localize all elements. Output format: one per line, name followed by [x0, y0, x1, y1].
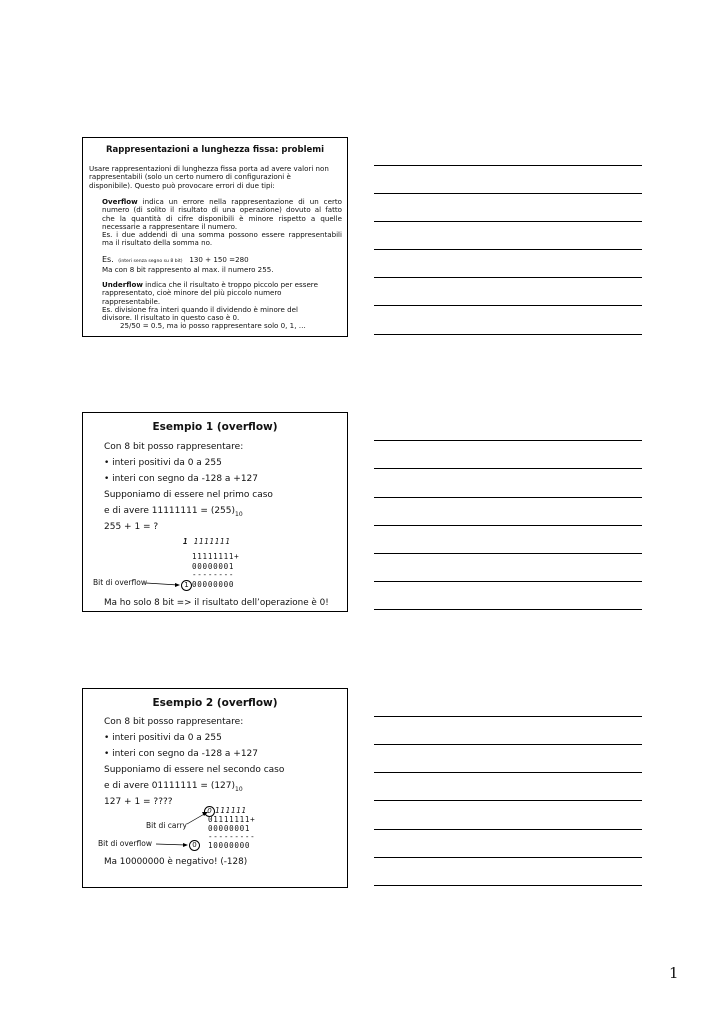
operand-2: 00000001	[192, 562, 235, 571]
overflow-example	[102, 256, 342, 275]
carry-first-bit: 1	[183, 537, 189, 546]
slide-3-conclusion: Ma 10000000 è negativo! (-128)	[104, 857, 248, 867]
operand-1: 01111111+	[208, 815, 256, 824]
underflow-line: divisore. Il risultato in questo caso è 0.	[102, 313, 240, 323]
note-line	[374, 581, 642, 582]
overflow-bit-circle: 0	[189, 840, 200, 851]
note-line	[374, 305, 642, 306]
intro-line: Usare rappresentazioni di lunghezza fissa porta ad avere valori non	[89, 164, 329, 173]
slide-3-line: • interi con segno da -128 a +127	[104, 749, 259, 759]
note-line	[374, 609, 642, 610]
overflow-label: Bit di overflow	[98, 839, 152, 848]
note-line	[374, 553, 642, 554]
note-line	[374, 277, 642, 278]
slide-3-line: 127 + 1 = ????	[104, 797, 173, 807]
underflow-line: rappresentato, cioè minore del più piccolo numero	[102, 288, 282, 298]
slide-3-title: Esempio 2 (overflow)	[152, 697, 278, 709]
overflow-definition	[102, 198, 342, 248]
slide-2-title: Esempio 1 (overflow)	[152, 421, 278, 433]
slide-2-line: 255 + 1 = ?	[104, 522, 159, 532]
intro-line: rappresentabili (solo un certo numero di configurazioni è	[89, 172, 291, 182]
value-expression: e di avere 01111111 = (127)	[104, 781, 236, 791]
slide-2-line: • interi positivi da 0 a 255	[104, 458, 222, 468]
overflow-line: Es. i due addendi di una somma possono essere rappresentabili	[102, 230, 342, 240]
note-line	[374, 857, 642, 858]
note-line	[374, 772, 642, 773]
sum-rule: --------	[192, 570, 235, 579]
slide-2-line: Con 8 bit posso rappresentare:	[104, 442, 244, 452]
overflow-line: numero (di solito il risultato di una operazione) dovuto al fatto	[102, 205, 342, 215]
intro-line: disponibile). Questo può provocare errori di due tipi:	[89, 180, 275, 190]
overflow-line: ma il risultato della somma no.	[102, 238, 213, 248]
carry-bit-circle: 0	[204, 806, 215, 817]
underflow-line: indica che il risultato è troppo piccolo per essere	[145, 280, 318, 289]
carry-label: Bit di carry	[146, 821, 187, 830]
note-line	[374, 468, 642, 469]
slide-3-line: Con 8 bit posso rappresentare:	[104, 717, 244, 727]
base-subscript: 10	[235, 785, 243, 793]
slide-2-line: • interi con segno da -128 a +127	[104, 474, 259, 484]
slide-3-line: Supponiamo di essere nel secondo caso	[104, 765, 285, 775]
note-line	[374, 716, 642, 717]
underflow-line: 25/50 = 0.5, ma io posso rappresentare solo 0, 1, …	[120, 321, 306, 331]
note-line	[374, 221, 642, 222]
overflow-arrow-icon	[83, 413, 349, 613]
note-line	[374, 885, 642, 886]
note-line	[374, 165, 642, 166]
overflow-line: che la quantità di cifre disponibili è minore rispetto a quelle	[102, 213, 342, 223]
note-line	[374, 334, 642, 335]
note-line	[374, 193, 642, 194]
slide-1-intro	[89, 165, 329, 190]
slide-3-line: • interi positivi da 0 a 255	[104, 733, 222, 743]
value-expression: e di avere 11111111 = (255)	[104, 506, 236, 516]
note-line	[374, 800, 642, 801]
underflow-term: Underflow	[102, 280, 143, 289]
operand-1: 11111111+	[192, 552, 240, 561]
overflow-line: indica un errore nella rappresentazione di un certo	[142, 197, 342, 206]
slide-3	[82, 688, 348, 888]
note-line	[374, 497, 642, 498]
es-label: Es.	[102, 255, 114, 264]
note-line	[374, 525, 642, 526]
overflow-line: necessarie a rappresentare il numero.	[102, 221, 238, 231]
overflow-label: Bit di overflow	[93, 578, 147, 587]
note-line	[374, 249, 642, 250]
note-line	[374, 829, 642, 830]
sum-result: 10000000	[208, 841, 251, 850]
carry-bits: 111111	[215, 806, 247, 815]
overflow-term: Overflow	[102, 197, 138, 206]
underflow-line: rappresentabile.	[102, 296, 161, 306]
slide-1	[82, 137, 348, 337]
es-expression: 130 + 150 =280	[189, 255, 249, 264]
page-number: 1	[669, 964, 679, 982]
sum-rule: ---------	[208, 832, 256, 841]
es-note: (interi senza segno su 8 bit)	[118, 259, 183, 264]
note-line	[374, 440, 642, 441]
slide-1-title: Rappresentazioni a lunghezza fissa: problemi	[105, 145, 325, 155]
slide-2-line: Supponiamo di essere nel primo caso	[104, 490, 273, 500]
base-subscript: 10	[235, 510, 243, 518]
note-line	[374, 744, 642, 745]
sum-result: 00000000	[192, 580, 235, 589]
es-line: Ma con 8 bit rappresento al max. il numero 255.	[102, 265, 274, 275]
carry-bits: 1111111	[193, 537, 231, 546]
slide-2	[82, 412, 348, 612]
operand-2: 00000001	[208, 824, 251, 833]
underflow-definition	[102, 281, 342, 331]
underflow-line: Es. divisione fra interi quando il dividendo è minore del	[102, 304, 299, 314]
slide-2-conclusion: Ma ho solo 8 bit => il risultato dell’operazione è 0!	[104, 598, 329, 608]
overflow-bit-circle: 1	[181, 580, 192, 591]
